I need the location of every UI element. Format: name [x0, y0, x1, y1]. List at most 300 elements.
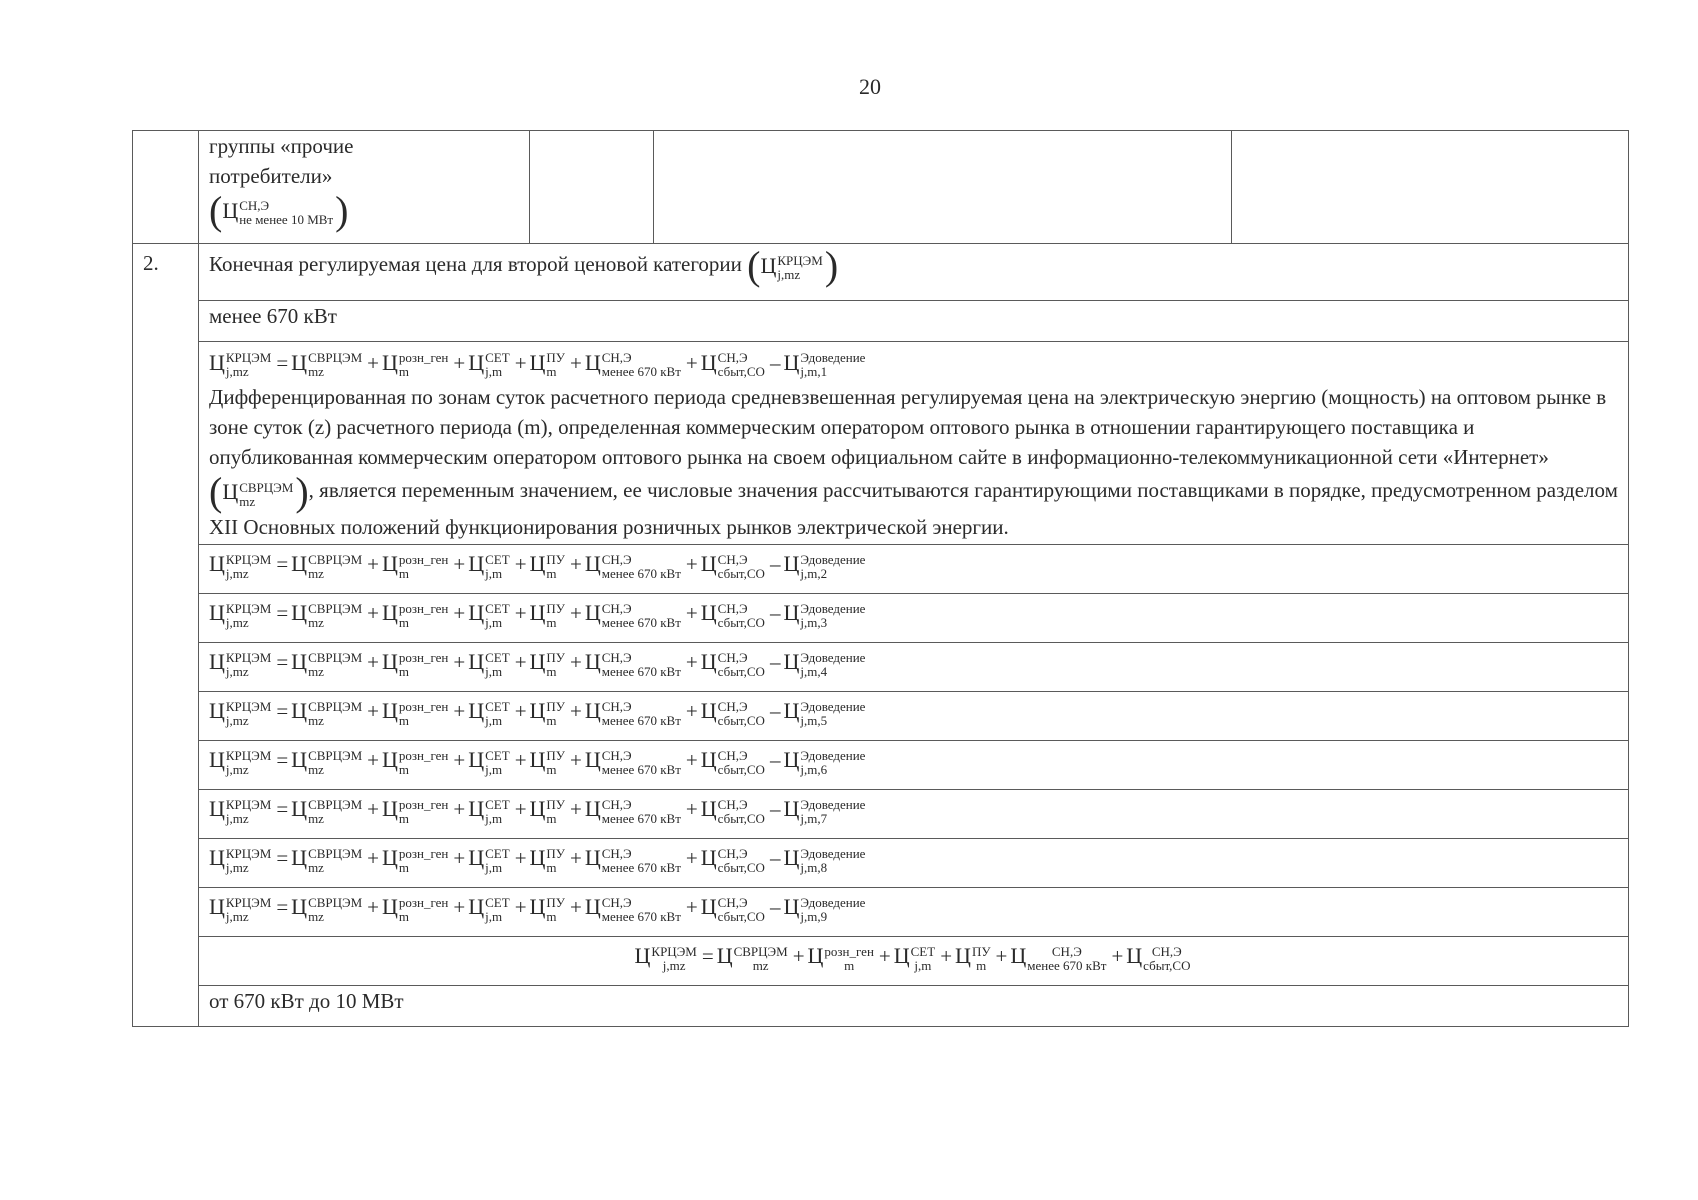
symbol-indices	[399, 602, 448, 629]
symbol-sub: mz	[752, 957, 769, 973]
symbol-sup: КРЦЭМ	[225, 649, 272, 665]
symbol-sup: Эдоведение	[800, 747, 866, 763]
symbol-indices	[718, 553, 765, 580]
symbol-indices	[485, 351, 510, 378]
symbol-sub: m	[398, 761, 410, 777]
symbol-base: Ц	[468, 350, 485, 375]
symbol-base: Ц	[807, 943, 824, 969]
plus-sign: +	[570, 797, 582, 822]
paren-symbol	[747, 243, 839, 288]
symbol-sub: mz	[308, 810, 324, 826]
minus-sign: –	[769, 797, 781, 822]
plus-sign: +	[570, 351, 582, 375]
symbol-indices	[718, 651, 765, 678]
formula-row	[133, 545, 1629, 594]
symbol-sub: сбыт,СО	[1143, 957, 1191, 973]
symbol-sub: сбыт,СО	[717, 908, 765, 924]
formula-row	[133, 643, 1629, 692]
symbol-base: Ц	[584, 600, 601, 626]
symbol-indices	[800, 847, 865, 874]
symbol-sup: Эдоведение	[800, 649, 866, 665]
symbol-sub: j,m	[485, 712, 503, 728]
symbol-base: Ц	[382, 649, 398, 675]
symbol-indices	[546, 700, 565, 727]
formula-symbol	[783, 747, 867, 777]
symbol-sub: m	[398, 908, 410, 924]
symbol-indices	[308, 896, 362, 923]
symbol-sup: СН,Э	[601, 845, 632, 861]
symbol-indices	[226, 553, 271, 580]
symbol-sub: j,mz	[225, 712, 249, 728]
symbol-base: Ц	[291, 796, 308, 822]
equals-sign: =	[701, 944, 714, 969]
equals-sign: =	[276, 552, 289, 577]
formula-symbol	[468, 796, 511, 826]
symbol-base: Ц	[222, 479, 239, 505]
symbol-sub: mz	[239, 493, 256, 509]
symbol-sub: j,m	[485, 614, 503, 630]
symbol-sub: m	[398, 712, 410, 728]
formula-symbol	[584, 698, 683, 728]
formula-row	[133, 692, 1629, 741]
symbol-indices	[546, 351, 565, 378]
symbol-indices	[485, 700, 510, 727]
symbol-sup: КРЦЭМ	[225, 600, 272, 616]
formula-row	[133, 741, 1629, 790]
symbol-indices	[399, 896, 448, 923]
symbol-base: Ц	[291, 698, 308, 724]
formula-symbol	[584, 350, 683, 380]
formula-symbol	[700, 551, 767, 581]
symbol-sub: j,m	[485, 761, 503, 777]
plus-sign: +	[940, 944, 953, 969]
symbol-base: Ц	[529, 796, 546, 822]
symbol-sup: розн_ген	[398, 747, 449, 763]
symbol-indices	[800, 896, 865, 923]
plus-sign: +	[685, 650, 698, 675]
symbol-indices	[226, 351, 271, 378]
symbol-base: Ц	[783, 350, 800, 375]
symbol-sup: СВРЦЭМ	[308, 796, 363, 812]
plus-sign: +	[514, 846, 527, 871]
symbol-base: Ц	[468, 551, 485, 577]
symbol-base: Ц	[291, 600, 308, 626]
formula-symbol	[382, 551, 450, 581]
formula-symbol	[529, 845, 567, 875]
symbol-base: Ц	[209, 845, 225, 871]
symbol-base: Ц	[700, 845, 717, 871]
formula-symbol	[1010, 943, 1108, 973]
symbol-sub: mz	[308, 663, 324, 679]
paren-close: )	[824, 243, 839, 288]
formula-row	[133, 790, 1629, 839]
plus-sign: +	[570, 748, 582, 773]
symbol-sub: j,m,5	[800, 712, 828, 728]
symbol-sub: mz	[308, 614, 324, 630]
symbol-base: Ц	[700, 698, 717, 724]
paren-open: (	[209, 469, 223, 515]
symbol-indices	[239, 481, 293, 508]
formula-symbol	[700, 350, 767, 380]
formula-symbol	[584, 796, 683, 826]
symbol-sup: СВРЦЭМ	[308, 894, 363, 910]
formula-symbol	[468, 551, 511, 581]
symbol-indices	[800, 700, 865, 727]
formula-symbol	[291, 698, 364, 728]
symbol-base: Ц	[529, 350, 546, 375]
formula-symbol	[529, 747, 567, 777]
formula-symbol	[291, 747, 364, 777]
symbol-indices	[1027, 945, 1106, 972]
symbol-sup: СЕТ	[485, 747, 510, 763]
symbol-sub: j,m,2	[800, 565, 828, 581]
symbol-base: Ц	[700, 600, 717, 626]
formula-symbol	[468, 600, 511, 630]
symbol-sub: j,mz	[225, 565, 249, 581]
plus-sign: +	[995, 944, 1008, 969]
paren-symbol	[209, 469, 309, 515]
symbol-sup: Эдоведение	[800, 796, 866, 812]
symbol-sub: m	[398, 614, 410, 630]
formula-symbol	[584, 894, 683, 924]
formula-9	[209, 892, 1618, 922]
plus-sign: +	[367, 846, 380, 871]
symbol-sup: СН,Э	[717, 698, 748, 714]
formula-symbol	[716, 943, 790, 973]
symbol-sub: сбыт,СО	[717, 364, 765, 380]
symbol-sub: j,m,6	[800, 761, 828, 777]
symbol-sub: mz	[308, 761, 324, 777]
symbol-base: Ц	[700, 747, 717, 773]
equals-sign: =	[276, 797, 289, 822]
symbol-indices	[399, 351, 448, 378]
formula-symbol	[468, 845, 511, 875]
symbol-sup: розн_ген	[824, 943, 874, 959]
minus-sign: –	[769, 552, 781, 577]
symbol-base: Ц	[468, 747, 485, 773]
symbol-sup: розн_ген	[398, 698, 449, 714]
symbol-base: Ц	[209, 600, 225, 626]
symbol-base: Ц	[783, 649, 800, 675]
symbol-sub: m	[546, 712, 557, 728]
symbol-sup: розн_ген	[398, 350, 449, 366]
symbol-sup: КРЦЭМ	[225, 551, 272, 567]
plus-sign: +	[570, 601, 582, 626]
symbol-indices	[602, 896, 681, 923]
symbol-base: Ц	[291, 350, 308, 375]
symbol-base: Ц	[700, 796, 717, 822]
symbol-indices	[308, 651, 362, 678]
formula-symbol	[893, 943, 937, 973]
symbol-sub: m	[546, 810, 557, 826]
symbol-indices	[546, 651, 565, 678]
paren-inner	[222, 191, 335, 231]
symbol-sub: mz	[308, 364, 324, 380]
symbol-sup: СЕТ	[485, 894, 510, 910]
symbol-base: Ц	[783, 600, 800, 626]
symbol-indices	[718, 749, 765, 776]
symbol-sub: j,m	[914, 957, 932, 973]
symbol-indices	[777, 254, 822, 281]
formula-symbol	[468, 698, 511, 728]
symbol-indices	[399, 700, 448, 727]
symbol-sup: СЕТ	[485, 698, 510, 714]
symbol-indices	[399, 749, 448, 776]
symbol-sup: ПУ	[546, 747, 566, 763]
symbol-base: Ц	[209, 747, 225, 773]
symbol-sub: mz	[308, 859, 324, 875]
symbol-sub: j,m,4	[800, 663, 828, 679]
symbol-sup: розн_ген	[398, 845, 449, 861]
symbol-base: Ц	[209, 649, 225, 675]
formula-symbol	[529, 894, 567, 924]
subheading-row-2	[133, 986, 1629, 1027]
plus-sign: +	[453, 748, 466, 773]
symbol-sub: m	[398, 663, 410, 679]
symbol-base: Ц	[584, 649, 601, 675]
symbol-base: Ц	[382, 747, 398, 773]
symbol-sup: Эдоведение	[800, 350, 866, 366]
equals-sign: =	[276, 699, 289, 724]
symbol-sub: j,mz	[225, 810, 249, 826]
plus-sign: +	[453, 699, 466, 724]
symbol-indices	[308, 847, 362, 874]
symbol-indices	[485, 847, 510, 874]
symbol-sup: розн_ген	[398, 600, 449, 616]
plus-sign: +	[570, 895, 582, 920]
symbol-base: Ц	[529, 845, 546, 871]
formula-symbol	[584, 551, 683, 581]
paragraph-part-2: , является переменным значением, ее числовые значения рассчитываются гарантирующими поставщиками в порядке, предусмотренном разделом XII Основных положений функционирования розничных рынков электрической энергии.	[209, 478, 1618, 540]
symbol-sup: СН,Э	[601, 796, 632, 812]
symbol-sub: j,m	[485, 364, 503, 380]
symbol-sup: СН,Э	[239, 198, 270, 214]
symbol-base: Ц	[529, 894, 546, 920]
symbol-sup: КРЦЭМ	[225, 747, 272, 763]
symbol-sup: СВРЦЭМ	[308, 350, 363, 366]
symbol-indices	[824, 945, 873, 972]
symbol-sub: mz	[308, 565, 324, 581]
symbol-sub: j,mz	[225, 614, 249, 630]
symbol-sup: Эдоведение	[800, 551, 866, 567]
symbol-base: Ц	[529, 551, 546, 577]
symbol-base: Ц	[209, 551, 225, 577]
formula-symbol	[468, 747, 511, 777]
symbol-sup: ПУ	[546, 551, 566, 567]
symbol-sub: m	[546, 614, 557, 630]
formula-symbol	[783, 796, 867, 826]
symbol-base: Ц	[1010, 943, 1027, 969]
symbol-sub: менее 670 кВт	[601, 565, 681, 581]
symbol-sup: розн_ген	[398, 551, 449, 567]
symbol-sup: СН,Э	[717, 894, 748, 910]
formula-symbol	[700, 600, 767, 630]
symbol-sup: СЕТ	[485, 350, 510, 366]
formula-symbol	[382, 649, 450, 679]
symbol-indices	[602, 553, 681, 580]
formula-symbol	[209, 350, 273, 380]
symbol-indices	[800, 749, 865, 776]
symbol-sup: ПУ	[971, 943, 991, 959]
section-title-cell	[199, 244, 1629, 301]
symbol-sub: m	[546, 565, 557, 581]
symbol-sub: mz	[308, 712, 324, 728]
symbol-sup: СН,Э	[717, 796, 748, 812]
symbol-sup: СВРЦЭМ	[308, 551, 363, 567]
symbol-indices	[1143, 945, 1190, 972]
symbol-sup: СН,Э	[601, 698, 632, 714]
symbol-sub: m	[546, 908, 557, 924]
symbol-indices	[546, 749, 565, 776]
plus-sign: +	[685, 601, 698, 626]
formula-symbol	[529, 796, 567, 826]
symbol-base: Ц	[700, 551, 717, 577]
empty-cell-c	[1232, 131, 1629, 244]
plus-sign: +	[570, 846, 582, 871]
formula-symbol	[209, 845, 273, 875]
symbol-base: Ц	[529, 600, 546, 626]
symbol-indices	[399, 651, 448, 678]
symbol-sub: m	[976, 957, 987, 973]
symbol-sub: m	[546, 761, 557, 777]
plus-sign: +	[453, 601, 466, 626]
symbol-indices	[308, 749, 362, 776]
symbol-sub: m	[398, 364, 410, 380]
symbol-base: Ц	[700, 649, 717, 675]
formula-6	[209, 745, 1618, 775]
title-symbol	[747, 243, 839, 288]
plus-sign: +	[367, 552, 380, 577]
symbol-base: Ц	[382, 350, 398, 375]
formula-symbol	[209, 747, 273, 777]
symbol-sub: j,mz	[225, 908, 249, 924]
symbol-indices	[602, 351, 681, 378]
symbol-base: Ц	[382, 551, 398, 577]
formula-symbol	[700, 894, 767, 924]
symbol-sup: СН,Э	[601, 649, 632, 665]
paren-inner	[760, 246, 824, 286]
symbol-sup: СВРЦЭМ	[308, 845, 363, 861]
formula-symbol	[783, 698, 867, 728]
paren-open: (	[209, 188, 223, 233]
page-number: 20	[859, 74, 881, 99]
symbol-indices	[546, 602, 565, 629]
empty-cell-a	[530, 131, 654, 244]
symbol-indices	[602, 700, 681, 727]
symbol-indices	[485, 651, 510, 678]
formula-symbol	[529, 551, 567, 581]
symbol-indices	[718, 602, 765, 629]
formula-symbol	[1126, 943, 1192, 973]
symbol-base: Ц	[783, 796, 800, 822]
formula-symbol	[783, 350, 867, 380]
formula-symbol	[209, 600, 273, 630]
formula-symbol	[783, 894, 867, 924]
symbol-indices	[718, 351, 765, 378]
plus-sign: +	[453, 650, 466, 675]
plus-sign: +	[367, 351, 380, 375]
symbol-base: Ц	[584, 551, 601, 577]
symbol-sup: СЕТ	[485, 796, 510, 812]
symbol-base: Ц	[382, 894, 398, 920]
symbol-base: Ц	[634, 943, 651, 969]
symbol-sub: сбыт,СО	[717, 810, 765, 826]
symbol-indices	[399, 847, 448, 874]
formula-7	[209, 794, 1618, 824]
definition-paragraph	[209, 382, 1618, 542]
symbol-sub: не менее 10 МВт	[239, 212, 334, 228]
symbol-base: Ц	[584, 894, 601, 920]
formula-symbol	[209, 796, 273, 826]
subheading-1: менее 670 кВт	[199, 301, 1629, 342]
plus-sign: +	[367, 650, 380, 675]
formula-symbol	[807, 943, 876, 973]
symbol-base: Ц	[291, 845, 308, 871]
plus-sign: +	[514, 895, 527, 920]
symbol-sub: менее 670 кВт	[601, 614, 681, 630]
symbol-sup: СВРЦЭМ	[308, 600, 363, 616]
symbol-base: Ц	[209, 350, 225, 375]
formula-symbol	[382, 796, 450, 826]
symbol-sup: КРЦЭМ	[225, 894, 272, 910]
symbol-base: Ц	[1126, 943, 1143, 969]
symbol-base: Ц	[291, 649, 308, 675]
formula-symbol	[291, 350, 364, 380]
symbol-base: Ц	[584, 350, 601, 375]
symbol-sup: СЕТ	[485, 600, 510, 616]
symbol-sub: менее 670 кВт	[601, 761, 681, 777]
symbol-indices	[308, 798, 362, 825]
symbol-base: Ц	[783, 551, 800, 577]
symbol-base: Ц	[291, 894, 308, 920]
symbol-base: Ц	[529, 698, 546, 724]
table-row-prev	[133, 131, 1629, 244]
formula-symbol	[529, 350, 567, 380]
symbol-sup: СЕТ	[485, 551, 510, 567]
symbol-indices	[800, 351, 865, 378]
plus-sign: +	[685, 895, 698, 920]
equals-sign: =	[276, 601, 289, 626]
formula-symbol	[291, 551, 364, 581]
paragraph-symbol	[209, 469, 309, 515]
formula-symbol	[634, 943, 699, 973]
formula-1	[209, 348, 1618, 378]
symbol-indices	[972, 945, 991, 972]
symbol-base: Ц	[291, 551, 308, 577]
symbol-base: Ц	[783, 845, 800, 871]
symbol-indices	[602, 749, 681, 776]
symbol-indices	[485, 896, 510, 923]
symbol-sub: j,m,9	[800, 908, 828, 924]
symbol-sup: ПУ	[546, 796, 566, 812]
formula-symbol	[584, 845, 683, 875]
symbol-sup: Эдоведение	[800, 894, 866, 910]
formula-symbol	[209, 894, 273, 924]
symbol-sub: j,mz	[225, 364, 249, 380]
symbol-base: Ц	[529, 649, 546, 675]
symbol-sup: ПУ	[546, 600, 566, 616]
symbol-sub: j,m	[485, 663, 503, 679]
paren-close: )	[295, 469, 309, 515]
symbol-base: Ц	[209, 894, 225, 920]
plus-sign: +	[685, 699, 698, 724]
symbol-sup: СН,Э	[717, 350, 748, 366]
formula-symbol	[783, 600, 867, 630]
plus-sign: +	[514, 601, 527, 626]
symbol-indices	[602, 798, 681, 825]
symbol-base: Ц	[783, 894, 800, 920]
symbol-sup: СН,Э	[717, 845, 748, 861]
